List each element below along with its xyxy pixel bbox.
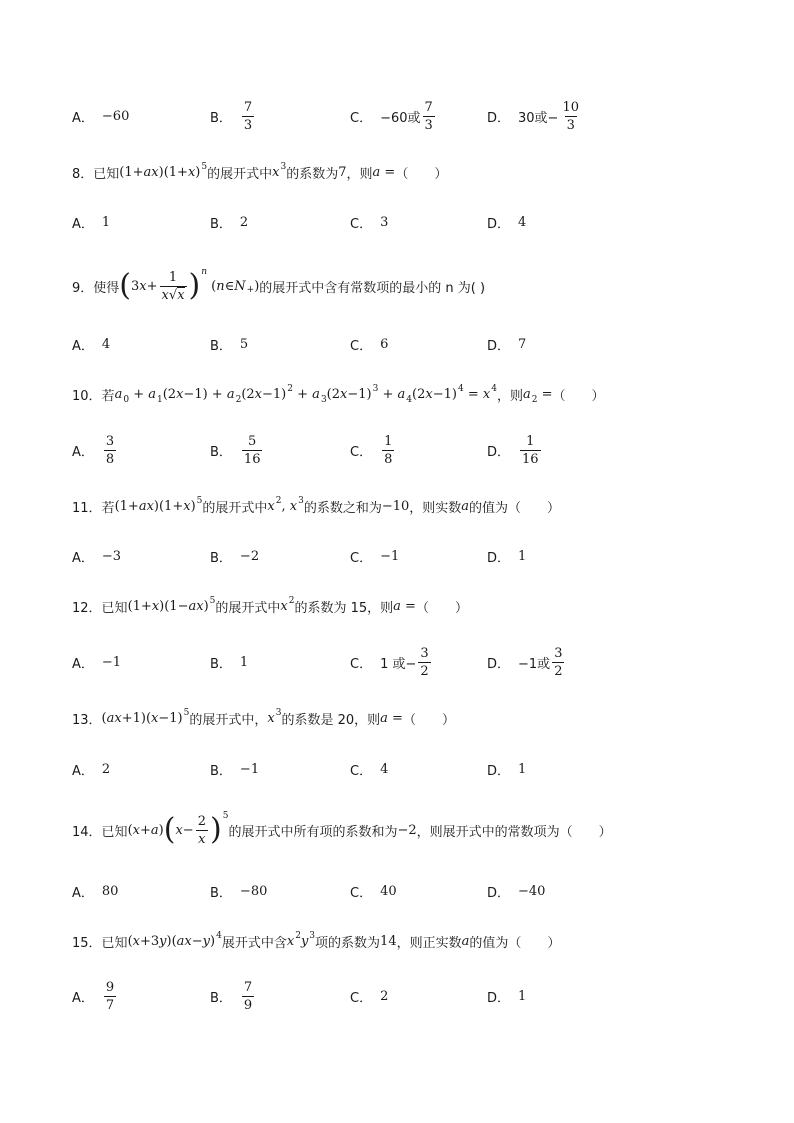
q15-option-a: A． $\frac{9}{7}$ [72, 979, 115, 1013]
math-term: $x^2y^3$ [286, 930, 316, 949]
q9-options [0, 324, 794, 364]
q11-options [0, 536, 794, 576]
math-expression: $(1+ax)(1+x)^5$ [119, 161, 208, 180]
q15-option-b: B． $\frac{7}{9}$ [210, 979, 253, 1013]
q10-option-a: A． $\frac{3}{8}$ [72, 433, 115, 467]
question-14: 14． 已知 ( x + a ) ( x − $\frac{2}{x}$ ) 5 的展开式中所有项的系数和为 −2 ，则展开式中的常数项为（ ） [72, 811, 612, 847]
math-expression: ( 3 x + $\frac{1}{x√x}$ ) n ( n ∈ N + ) [119, 267, 260, 303]
q12-option-b: B． 1 [210, 654, 249, 672]
q8-options [0, 202, 794, 242]
math-term: $x^2$, $x^3$ [267, 495, 304, 514]
question-8: 8． 已知 $(1+ax)(1+x)^5$ 的展开式中 $x^3$ 的系数为 7 ，则 a = （ ） [72, 161, 448, 182]
question-12: 12． 已知 $(1+x)(1-ax)^5$ 的展开式中 $x^2$ 的系数为 15，则 a = （ ） [72, 595, 468, 616]
q15-option-c: C． 2 [350, 988, 389, 1006]
q10-options [0, 430, 794, 470]
q14-option-a: A． 80 [72, 883, 119, 901]
math-term: $x^3$ [272, 161, 287, 180]
q11-option-d: D． 1 [487, 548, 527, 566]
q7-option-a: A． −60 [72, 108, 130, 126]
q13-option-d: D． 1 [487, 761, 527, 779]
q14-option-b: B． −80 [210, 883, 268, 901]
math-term: $x^3$ [267, 707, 282, 726]
q15-option-d: D． 1 [487, 988, 527, 1006]
q7-options [0, 96, 794, 136]
q9-option-b: B． 5 [210, 336, 249, 354]
q13-option-c: C． 4 [350, 761, 389, 779]
math-term: a = [380, 710, 403, 726]
math-expression: $(1+ax)(1+x)^5$ [114, 495, 203, 514]
q7-option-d: D． 30或− $\frac{10}{3}$ [487, 99, 579, 133]
q13-option-b: B． −1 [210, 761, 260, 779]
q8-option-d: D． 4 [487, 214, 527, 232]
q10-option-c: C． $\frac{1}{8}$ [350, 433, 393, 467]
question-13: 13． $(ax+1)(x-1)^5$ 的展开式中， $x^3$ 的系数是 20，则 a = （ ） [72, 707, 455, 728]
q12-option-c: C． 1 或− $\frac{3}{2}$ [350, 645, 429, 679]
math-term: $a_2$ = [522, 386, 553, 405]
math-expression: $a_0 + a_1(2x-1) + a_2(2x-1)^2 + a_3(2x-1)^3 + a_4(2x-1)^4 = x^4$ [114, 383, 497, 405]
math-term: a = [393, 598, 416, 614]
q11-option-a: A． −3 [72, 548, 122, 566]
question-9: 9． 使得 ( 3 x + $\frac{1}{x√x}$ ) n ( n ∈ N + ) 的展开式中含有常数项的最小的 n 为( ) [72, 267, 486, 303]
fraction: $\frac{7}{3}$ [424, 99, 433, 133]
q15-options [0, 976, 794, 1016]
q9-option-a: A． 4 [72, 336, 111, 354]
math-term: a [461, 498, 470, 514]
q8-option-b: B． 2 [210, 214, 249, 232]
q9-option-d: D． 7 [487, 336, 527, 354]
q12-option-d: D． −1或 $\frac{3}{2}$ [487, 645, 563, 679]
q11-option-c: C． −1 [350, 548, 400, 566]
math-expression: ( x + a ) ( x − $\frac{2}{x}$ ) 5 [127, 811, 229, 847]
question-15: 15． 已知 $(x+3y)(ax-y)^4$ 展开式中含 $x^2y^3$ 项的系数为 14 ，则正实数 a 的值为（ ） [72, 930, 561, 951]
q12-option-a: A． −1 [72, 654, 122, 672]
q13-option-a: A． 2 [72, 761, 111, 779]
math-term: $x^2$ [280, 595, 295, 614]
q10-option-d: D． $\frac{1}{16}$ [487, 433, 539, 467]
q8-option-a: A． 1 [72, 214, 111, 232]
question-10: 10． 若 $a_0 + a_1(2x-1) + a_2(2x-1)^2 + a_3(2x-1)^3 + a_4(2x-1)^4 = x^4$ ，则 $a_2$ = （ ） [72, 383, 605, 405]
math-term: a [461, 933, 470, 949]
q8-option-c: C． 3 [350, 214, 389, 232]
q12-options [0, 642, 794, 682]
q10-option-b: B． $\frac{5}{16}$ [210, 433, 261, 467]
fraction: $\frac{10}{3}$ [562, 99, 579, 133]
math-expression: $(ax+1)(x-1)^5$ [101, 707, 190, 726]
q11-option-b: B． −2 [210, 548, 260, 566]
q7-option-c: C． −60或 $\frac{7}{3}$ [350, 99, 433, 133]
math-expression: $(1+x)(1-ax)^5$ [127, 595, 216, 614]
q9-option-c: C． 6 [350, 336, 389, 354]
q7-option-b: B． $\frac{7}{3}$ [210, 99, 253, 133]
math-term: a = [372, 164, 396, 180]
q14-option-d: D． −40 [487, 883, 546, 901]
math-expression: $(x+3y)(ax-y)^4$ [127, 930, 222, 949]
fraction: $\frac{7}{3}$ [243, 99, 253, 133]
question-11: 11． 若 $(1+ax)(1+x)^5$ 的展开式中 $x^2$, $x^3$ 的系数之和为 −10 ，则实数 a 的值为（ ） [72, 495, 561, 516]
q14-options [0, 871, 794, 911]
q13-options [0, 749, 794, 789]
q14-option-c: C． 40 [350, 883, 397, 901]
